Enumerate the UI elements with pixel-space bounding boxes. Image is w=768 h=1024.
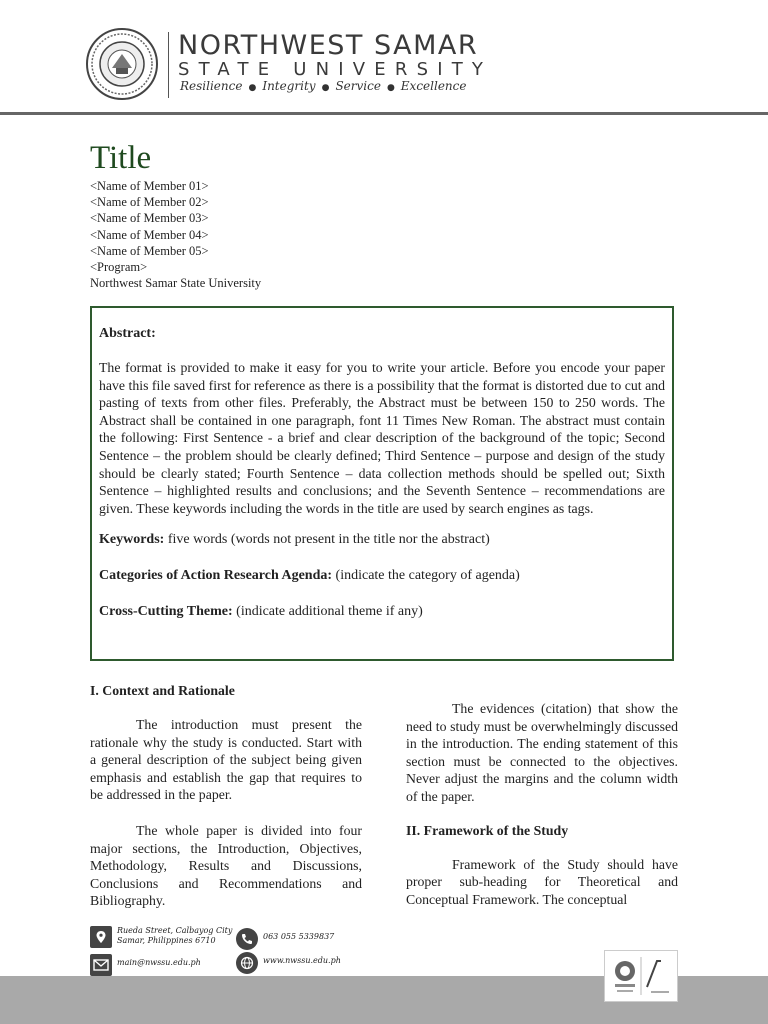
theme-value: (indicate additional theme if any)	[232, 604, 423, 620]
address-line: Rueda Street, Calbayog City	[117, 926, 233, 935]
email-address[interactable]: main@nwssu.edu.ph	[117, 958, 201, 967]
body-paragraph: The whole paper is divided into four major sections, the Introduction, Objectives, Methodology, Results and Discussions, Conclusions and Recommendations and Bibliography.	[90, 822, 362, 909]
affiliation-line: Northwest Samar State University	[90, 276, 262, 291]
section-heading: II. Framework of the Study	[406, 822, 569, 838]
theme-line	[99, 603, 665, 621]
phone-icon	[236, 928, 258, 950]
globe-icon	[236, 952, 258, 974]
motto-word: Resilience	[180, 79, 243, 93]
author-line: <Name of Member 02>	[90, 195, 209, 210]
motto-word: Service	[335, 79, 381, 93]
right-column	[406, 700, 678, 908]
categories-label: Categories of Action Research Agenda:	[99, 568, 333, 584]
paper-title: Title	[90, 140, 152, 176]
motto-word: Excellence	[400, 79, 467, 93]
section-heading: I. Context and Rationale	[90, 683, 235, 698]
keywords-label: Keywords:	[99, 532, 165, 548]
phone-number: 063 055 5339837	[263, 932, 335, 941]
abstract-box	[90, 306, 674, 661]
university-name: NORTHWEST SAMAR	[178, 30, 479, 61]
mail-icon	[90, 954, 112, 976]
certification-logo-icon	[604, 950, 678, 1002]
keywords-value: five words (words not present in the title nor the abstract)	[164, 532, 490, 548]
university-motto: Resilience ● Integrity ● Service ● Excellence	[180, 79, 467, 93]
phone-contact	[236, 928, 334, 950]
address-line: Samar, Philippines 6710	[117, 936, 216, 945]
categories-line	[99, 567, 665, 585]
body-paragraph: The evidences (citation) that show the need to study must be overwhelmingly discussed in the introduction. The ending statement of this section must be connected to the objectives. Never adjust the margins and the column width of the paper.	[406, 701, 678, 804]
body-paragraph: Framework of the Study should have proper sub-heading for Theoretical and Conceptual Framework. The conceptual	[406, 856, 678, 907]
letterhead	[0, 0, 768, 116]
website-contact	[236, 952, 341, 974]
motto-word: Integrity	[262, 79, 316, 93]
author-line: <Name of Member 05>	[90, 243, 209, 258]
author-line: <Name of Member 01>	[90, 179, 209, 193]
author-line: <Name of Member 03>	[90, 211, 209, 226]
website-url[interactable]: www.nwssu.edu.ph	[263, 956, 341, 965]
left-column	[90, 682, 362, 910]
abstract-heading: Abstract:	[99, 326, 156, 341]
categories-value: (indicate the category of agenda)	[332, 568, 520, 584]
header-divider	[168, 32, 169, 98]
map-pin-icon	[90, 926, 112, 948]
program-line: <Program>	[90, 260, 148, 275]
email-contact	[90, 954, 201, 976]
address-contact	[90, 926, 232, 948]
university-seal-icon	[86, 28, 158, 100]
body-paragraph: The introduction must present the rationale why the study is conducted. Start with a general description of the subject being given emphasis and establish the gap that requires to be addressed in the paper.	[90, 717, 362, 803]
keywords-line	[99, 531, 665, 549]
abstract-body: The format is provided to make it easy for you to write your article. Before you encode your paper have this file saved first for reference as there is a possibility that the format is distorted due to cut and pasting of texts from other files. Preferably, the Abstract must be between 150 to 250 words. The Abstract shall be contained in one paragraph, font 11 Times New Roman. The abstract must contain the following: First Sentence - a brief and clear description of the background of the topic; Second Sentence – the problem should be clearly defined; Third Sentence – purpose and design of the study should be clearly stated; Fourth Sentence – data collection methods should be spelled out; Sixth Sentence – highlighted results and conclusions; and the Seventh Sentence – recommendations are given. These keywords including the words in the title are used by search engines as tags.	[99, 360, 665, 516]
author-line: <Name of Member 04>	[90, 227, 209, 242]
author-list	[90, 178, 261, 291]
header-rule	[0, 112, 768, 115]
theme-label: Cross-Cutting Theme:	[99, 604, 233, 620]
university-subtitle: STATE UNIVERSITY	[178, 59, 493, 80]
